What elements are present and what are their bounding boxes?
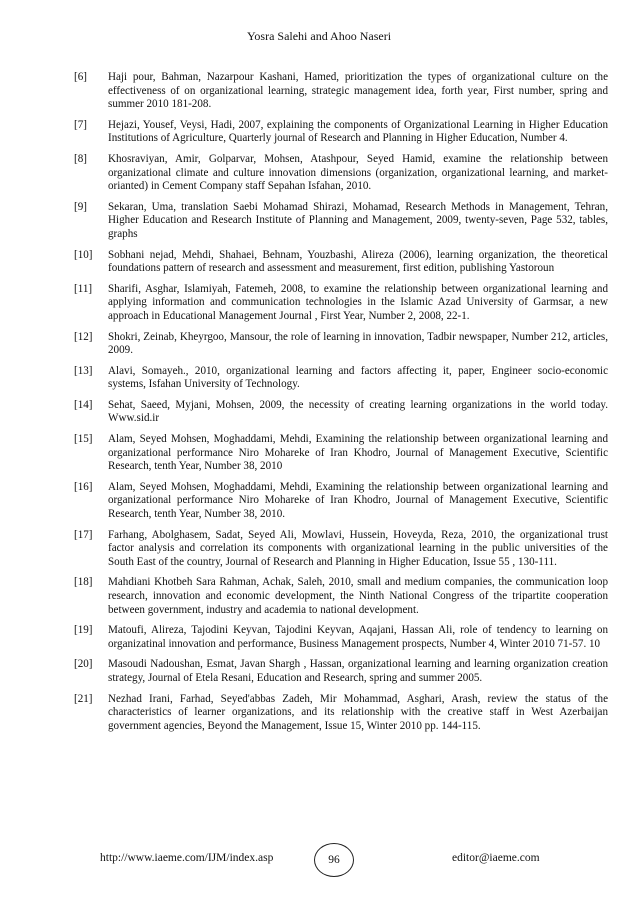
reference-text: Haji pour, Bahman, Nazarpour Kashani, Hamed, prioritization the types of organizational culture on the effectiveness of on organizational learning, strategic management idea, forth year, First number, spring and summer 2010 181-208.: [108, 71, 608, 111]
reference-number: [12]: [74, 330, 93, 343]
reference-item: [74, 365, 608, 392]
reference-item: [74, 249, 608, 276]
reference-number: [9]: [74, 200, 87, 213]
reference-item: [74, 331, 608, 358]
reference-item: [74, 576, 608, 617]
reference-item: [74, 624, 608, 651]
reference-text: Alam, Seyed Mohsen, Moghaddami, Mehdi, Examining the relationship between organizational learning and organizational performance Niro Mohareke of Iran Khodro, Journal of Management Executive, Scientific Research, tenth Year, Number 38, 2010.: [108, 480, 608, 521]
reference-item: [74, 433, 608, 474]
footer-email-link[interactable]: editor@iaeme.com: [452, 852, 540, 864]
reference-item: [74, 658, 608, 685]
reference-number: [20]: [74, 658, 93, 671]
reference-number: [18]: [74, 576, 93, 589]
reference-text: Sekaran, Uma, translation Saebi Mohamad Shirazi, Mohamad, Research Methods in Management, Tehran, Higher Education and Research Institute of Planning and Management, 2009, twenty-seven, Page 532, tables, graphs: [108, 200, 608, 240]
reference-text: Sehat, Saeed, Myjani, Mohsen, 2009, the necessity of creating learning organizations in the world today. Www.sid.ir: [108, 398, 608, 425]
reference-text: Masoudi Nadoushan, Esmat, Javan Shargh , Hassan, organizational learning and learning organization creation strategy, Journal of Etela Resani, Education and Research, spring and summer 2005.: [108, 658, 608, 684]
reference-number: [16]: [74, 480, 93, 493]
reference-text: Alam, Seyed Mohsen, Moghaddami, Mehdi, Examining the relationship between organizational learning and organizational performance Niro Mohareke of Iran Khodro, Journal of Management Executive, Scientific Research, tenth Year, Number 38, 2010: [108, 433, 608, 473]
page-footer: [0, 843, 638, 877]
page-number-badge: 96: [314, 843, 354, 877]
reference-item: [74, 481, 608, 522]
reference-number: [19]: [74, 624, 93, 637]
reference-list: [74, 71, 608, 740]
reference-number: [13]: [74, 364, 93, 377]
reference-number: [17]: [74, 528, 93, 541]
running-header: Yosra Salehi and Ahoo Naseri: [246, 29, 392, 43]
reference-number: [6]: [74, 71, 87, 83]
reference-text: Sobhani nejad, Mehdi, Shahaei, Behnam, Youzbashi, Alireza (2006), learning organization, the theoretical foundations pattern of research and assessment and measurement, first edition, publishing Yastoroun: [108, 248, 608, 275]
reference-text: Farhang, Abolghasem, Sadat, Seyed Ali, Mowlavi, Hussein, Hoveyda, Reza, 2010, the organizational trust factor analysis and correlation its components with organizational learning in the public universities of the South East of the country, Journal of Research and Planning in Higher Education, Issue 55 , 130-111.: [108, 528, 608, 568]
reference-text: Mahdiani Khotbeh Sara Rahman, Achak, Saleh, 2010, small and medium companies, the communication loop research, innovation and economic development, the Ninth National Congress of the tripartite cooperation between government, industry and academia to national development.: [108, 576, 608, 616]
reference-text: Alavi, Somayeh., 2010, organizational learning and factors affecting it, paper, Engineer socio-economic systems, Isfahan University of Technology.: [108, 364, 608, 391]
reference-number: [14]: [74, 398, 93, 411]
reference-item: [74, 283, 608, 324]
reference-text: Sharifi, Asghar, Islamiyah, Fatemeh, 2008, to examine the relationship between organizational learning and applying information and communication technologies in the Islamic Azad University of Garmsar, a new approach in Educational Management Journal , First Year, Number 2, 2008, 22-1.: [108, 282, 608, 322]
reference-text: Nezhad Irani, Farhad, Seyed'abbas Zadeh, Mir Mohammad, Asghari, Arash, review the status of the characteristics of learner organizations, and its relationship with the creative staff in West Azerbaijan government agencies, Beyond the Management, Issue 15, Winter 2010 pp. 144-115.: [108, 692, 608, 732]
reference-item: [74, 201, 608, 242]
reference-item: [74, 529, 608, 570]
reference-text: Khosraviyan, Amir, Golparvar, Mohsen, Atashpour, Seyed Hamid, examine the relationship between organizational climate and culture innovation dimensions (organization, organizational learning, and market-orianted) in Cement Company staff Sepahan Isfahan, 2010.: [108, 152, 608, 193]
reference-text: Matoufi, Alireza, Tajodini Keyvan, Tajodini Keyvan, Aqajani, Hassan Ali, role of tendency to learning on organizatinal innovation and performance, Business Management prospects, Number 4, Winter 2010 71-57. 10: [108, 624, 608, 650]
reference-number: [8]: [74, 152, 87, 165]
reference-item: [74, 693, 608, 734]
reference-text: Shokri, Zeinab, Kheyrgoo, Mansour, the role of learning in innovation, Tadbir newspaper, Number 212, articles, 2009.: [108, 330, 608, 357]
reference-number: [11]: [74, 282, 93, 295]
reference-number: [10]: [74, 248, 93, 261]
reference-number: [7]: [74, 118, 87, 131]
reference-item: [74, 119, 608, 146]
reference-number: [15]: [74, 433, 93, 446]
reference-item: [74, 153, 608, 194]
footer-url-link[interactable]: http://www.iaeme.com/IJM/index.asp: [100, 852, 274, 864]
reference-text: Hejazi, Yousef, Veysi, Hadi, 2007, explaining the components of Organizational Learning in Higher Education Institutions of Agriculture, Quarterly journal of Research and Planning in Higher Education, Number 4.: [108, 118, 608, 145]
reference-number: [21]: [74, 692, 93, 705]
reference-item: [74, 399, 608, 426]
reference-item: [74, 71, 608, 112]
